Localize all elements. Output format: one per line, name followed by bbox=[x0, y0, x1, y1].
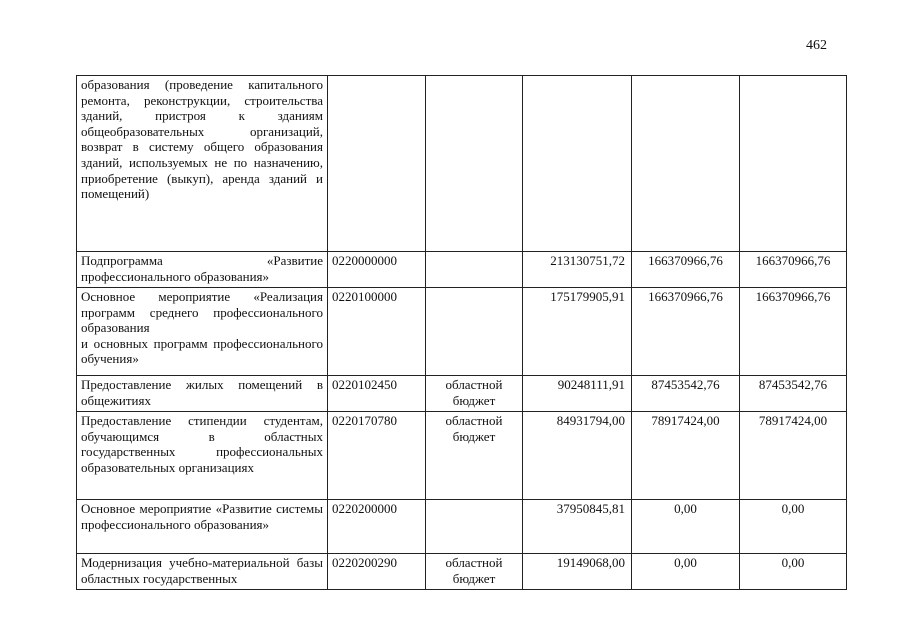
amount-cell-2: 87453542,76 bbox=[632, 376, 740, 412]
row-name-text: и основных программ профессионального обучения» bbox=[81, 335, 323, 367]
amount-cell-2: 166370966,76 bbox=[632, 288, 740, 376]
amount-cell-1: 90248111,91 bbox=[523, 376, 632, 412]
table-row bbox=[77, 500, 847, 554]
budget-table-body bbox=[77, 76, 847, 590]
funding-source-cell bbox=[426, 252, 523, 288]
row-name-cell bbox=[77, 554, 328, 590]
amount-cell-2: 0,00 bbox=[632, 554, 740, 590]
amount-cell-1 bbox=[523, 76, 632, 252]
row-name-cell bbox=[77, 76, 328, 252]
amount-cell-3 bbox=[740, 76, 847, 252]
amount-cell-3: 166370966,76 bbox=[740, 252, 847, 288]
funding-source-cell: областной бюджет bbox=[426, 376, 523, 412]
table-row bbox=[77, 76, 847, 252]
row-name-text: образования (проведение капитального ремонта, реконструкции, строительства зданий, пристроя к зданиям общеобразовательных организаций, возврат в систему общего образования зданий, используемых не по назначению, приобретение (выкуп), аренда зданий и помещений) bbox=[81, 77, 323, 202]
code-cell: 0220200000 bbox=[328, 500, 426, 554]
code-cell: 0220200290 bbox=[328, 554, 426, 590]
funding-source-cell: областной бюджет bbox=[426, 554, 523, 590]
amount-cell-3: 0,00 bbox=[740, 554, 847, 590]
row-name-text: Модернизация учебно-материальной базы областных государственных bbox=[81, 555, 323, 586]
row-name-cell bbox=[77, 412, 328, 500]
amount-cell-3: 78917424,00 bbox=[740, 412, 847, 500]
table-row bbox=[77, 288, 847, 376]
amount-cell-3: 166370966,76 bbox=[740, 288, 847, 376]
amount-cell-1: 37950845,81 bbox=[523, 500, 632, 554]
amount-cell-1: 84931794,00 bbox=[523, 412, 632, 500]
amount-cell-2 bbox=[632, 76, 740, 252]
code-cell: 0220102450 bbox=[328, 376, 426, 412]
table-row bbox=[77, 554, 847, 590]
amount-cell-2: 0,00 bbox=[632, 500, 740, 554]
amount-cell-1: 213130751,72 bbox=[523, 252, 632, 288]
code-cell: 0220000000 bbox=[328, 252, 426, 288]
amount-cell-3: 0,00 bbox=[740, 500, 847, 554]
amount-cell-3: 87453542,76 bbox=[740, 376, 847, 412]
row-name-cell bbox=[77, 376, 328, 412]
row-name-text: Подпрограмма «Развитие профессионального образования» bbox=[81, 253, 323, 284]
code-cell: 0220170780 bbox=[328, 412, 426, 500]
budget-table bbox=[76, 75, 847, 590]
funding-source-cell: областной бюджет bbox=[426, 412, 523, 500]
table-row bbox=[77, 252, 847, 288]
row-name-text: Основное мероприятие «Реализация программ среднего профессионального образования bbox=[81, 289, 323, 336]
code-cell bbox=[328, 76, 426, 252]
funding-source-cell bbox=[426, 500, 523, 554]
code-cell: 0220100000 bbox=[328, 288, 426, 376]
funding-source-cell bbox=[426, 288, 523, 376]
amount-cell-2: 166370966,76 bbox=[632, 252, 740, 288]
amount-cell-1: 19149068,00 bbox=[523, 554, 632, 590]
table-row bbox=[77, 412, 847, 500]
amount-cell-1: 175179905,91 bbox=[523, 288, 632, 376]
row-name-cell bbox=[77, 252, 328, 288]
amount-cell-2: 78917424,00 bbox=[632, 412, 740, 500]
table-row bbox=[77, 376, 847, 412]
row-name-text: Предоставление жилых помещений в общежитиях bbox=[81, 377, 323, 408]
page-number: 462 bbox=[806, 38, 827, 53]
row-name-text: Основное мероприятие «Развитие системы профессионального образования» bbox=[81, 501, 323, 532]
row-name-cell bbox=[77, 500, 328, 554]
row-name-text: Предоставление стипендии студентам, обучающимся в областных государственных профессиональных образовательных организациях bbox=[81, 413, 323, 475]
row-name-cell bbox=[77, 288, 328, 376]
funding-source-cell bbox=[426, 76, 523, 252]
